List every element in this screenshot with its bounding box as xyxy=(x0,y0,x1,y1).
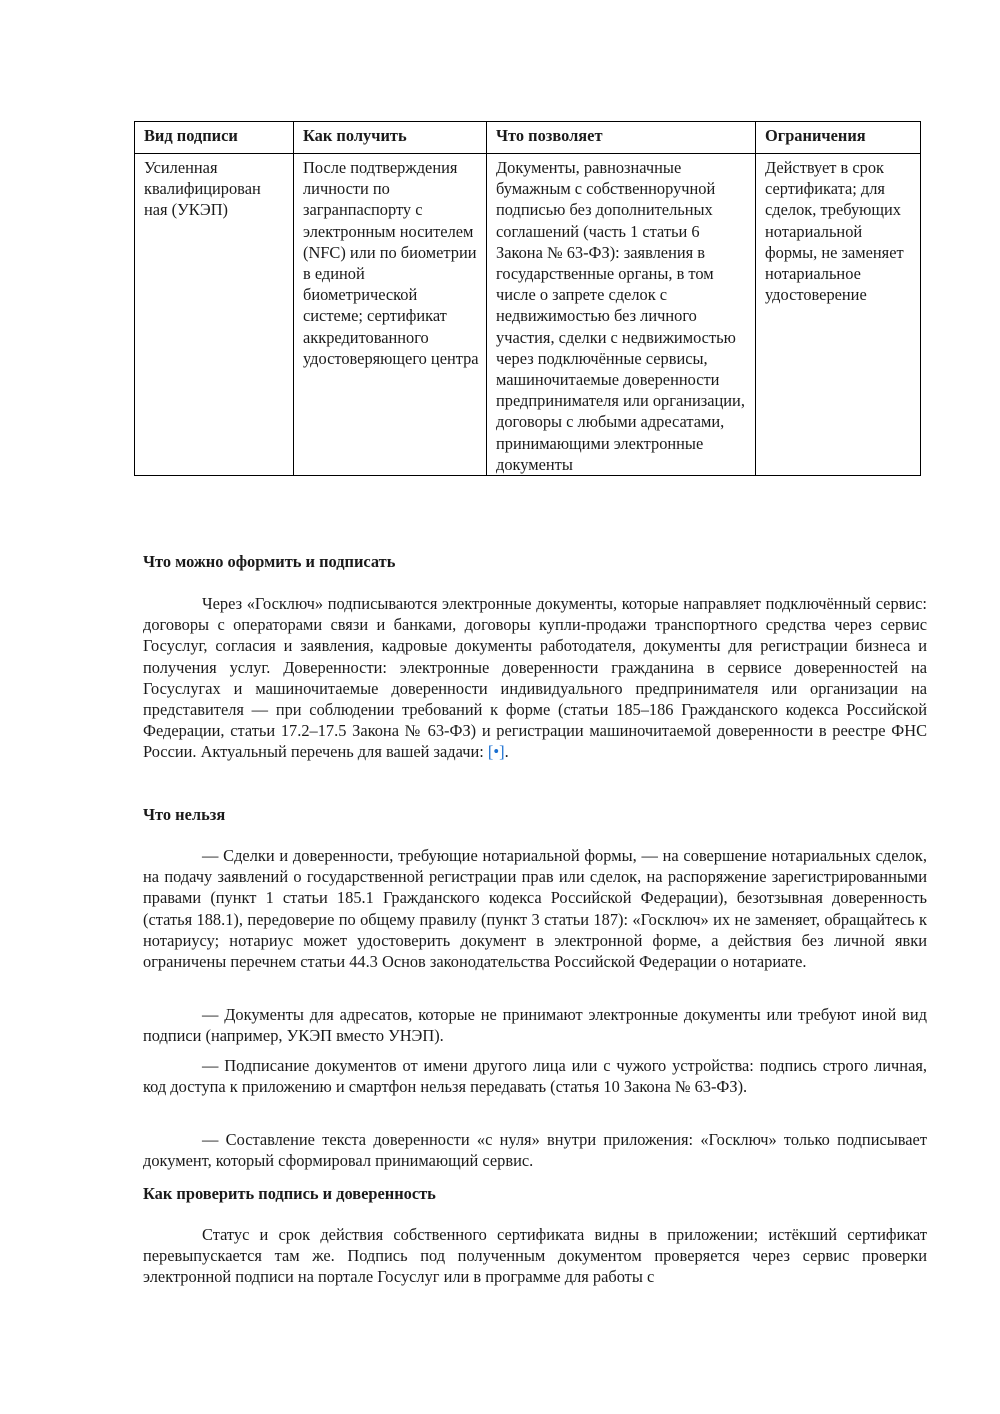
signature-table xyxy=(134,121,921,476)
section-heading-how-verify: Как проверить подпись и доверенность xyxy=(143,1184,436,1203)
paragraph-what-not-2: — Документы для адресатов, которые не принимают электронные документы или требуют иной вид подписи (например, УКЭП вместо УНЭП). xyxy=(143,1005,927,1046)
cell-signature-type-line2: квалифицирован xyxy=(144,179,261,199)
cell-signature-type-line1: Усиленная xyxy=(144,158,218,177)
paragraph-how-verify: Статус и срок действия собственного сертификата видны в приложении; истёкший сертификат перевыпускается там же. Подпись под полученным документом проверяется через сервис проверки электронной подписи на портале Госуслуг или в программе для работы с xyxy=(143,1225,927,1287)
cell-what-allows: Документы, равнозначные бумажным с собственноручной подписью без дополнительных соглашений (часть 1 статьи 6 Закона № 63-ФЗ): заявления в государственные органы, в том числе о запрете сделок с недвижимостью без личного участия, сделки с недвижимостью через подключённые сервисы, машиночитаемые доверенности предпринимателя или организации, договоры с любыми адресатами, принимающими электронные документы xyxy=(487,154,756,476)
section-body-what-not-3 xyxy=(143,1055,927,1097)
paragraph-what-not-1: — Сделки и доверенности, требующие нотариальной формы, — на совершение нотариальных сделок, на подачу заявлений о государственной регистрации прав или сделок, на распоряжение зарегистрированными правами (пункт 1 статьи 185.1 Гражданского кодекса Российской Федерации), безотзывная доверенность (статья 188.1), передоверие по общему правилу (пункт 3 статьи 187): «Госключ» их не заменяет, обращайтесь к нотариусу; нотариус может удостоверить документ в электронной форме, а действия без личной явки ограничены перечнем статьи 44.3 Основ законодательства Российской Федерации о нотариате. xyxy=(143,846,927,972)
header-what-allows: Что позволяет xyxy=(487,122,756,154)
cell-how-to-get: После подтверждения личности по загранпаспорту с электронным носителем (NFC) или по биометрии в единой биометрической системе; сертификат аккредитованного удостоверяющего центра xyxy=(294,154,487,476)
paragraph-what-can xyxy=(143,593,927,763)
section-body-what-can xyxy=(143,593,927,763)
section-body-what-not-4 xyxy=(143,1129,927,1171)
header-how-to-get: Как получить xyxy=(294,122,487,154)
paragraph-what-not-4: — Составление текста доверенности «с нуля» внутри приложения: «Госключ» только подписывает документ, который сформировал принимающий сервис. xyxy=(143,1130,927,1171)
reference-link[interactable]: [•] xyxy=(487,742,505,762)
paragraph-what-not-3: — Подписание документов от имени другого лица или с чужого устройства: подпись строго личная, код доступа к приложению и смартфон нельзя передавать (статья 10 Закона № 63-ФЗ). xyxy=(143,1056,927,1097)
table-row xyxy=(135,154,921,476)
header-limitations: Ограничения xyxy=(756,122,921,154)
paragraph-what-can-end: . xyxy=(504,742,509,762)
section-heading-what-can: Что можно оформить и подписать xyxy=(143,552,396,571)
header-signature-type: Вид подписи xyxy=(135,122,294,154)
cell-signature-type-line3: ная (УКЭП) xyxy=(144,200,228,220)
section-body-what-not-2 xyxy=(143,1004,927,1046)
cell-signature-type xyxy=(135,154,294,476)
cell-limitations: Действует в срок сертификата; для сделок, требующих нотариальной формы, не заменяет нотариальное удостоверение xyxy=(756,154,921,476)
section-body-how-verify xyxy=(143,1224,927,1288)
section-heading-what-not: Что нельзя xyxy=(143,805,226,824)
section-body-what-not-1 xyxy=(143,845,927,972)
paragraph-what-can-text: Через «Госключ» подписываются электронные документы, которые направляет подключённый сервис: договоры с операторами связи и банками, договоры купли-продажи транспортного средства через сервис Госуслуг, согласия и заявления, кадровые документы работодателя, документы для регистрации бизнеса и получения услуг. Доверенности: электронные доверенности гражданина в сервисе доверенностей на Госуслугах и машиночитаемые доверенности индивидуального предпринимателя или организации на представителя — при соблюдении требований к форме (статьи 185–186 Гражданского кодекса Российской Федерации, статьи 17.2–17.5 Закона № 63-ФЗ) и регистрации машиночитаемой доверенности в реестре ФНС России. Актуальный перечень для вашей задачи: xyxy=(143,594,927,762)
table-header-row xyxy=(135,122,921,154)
